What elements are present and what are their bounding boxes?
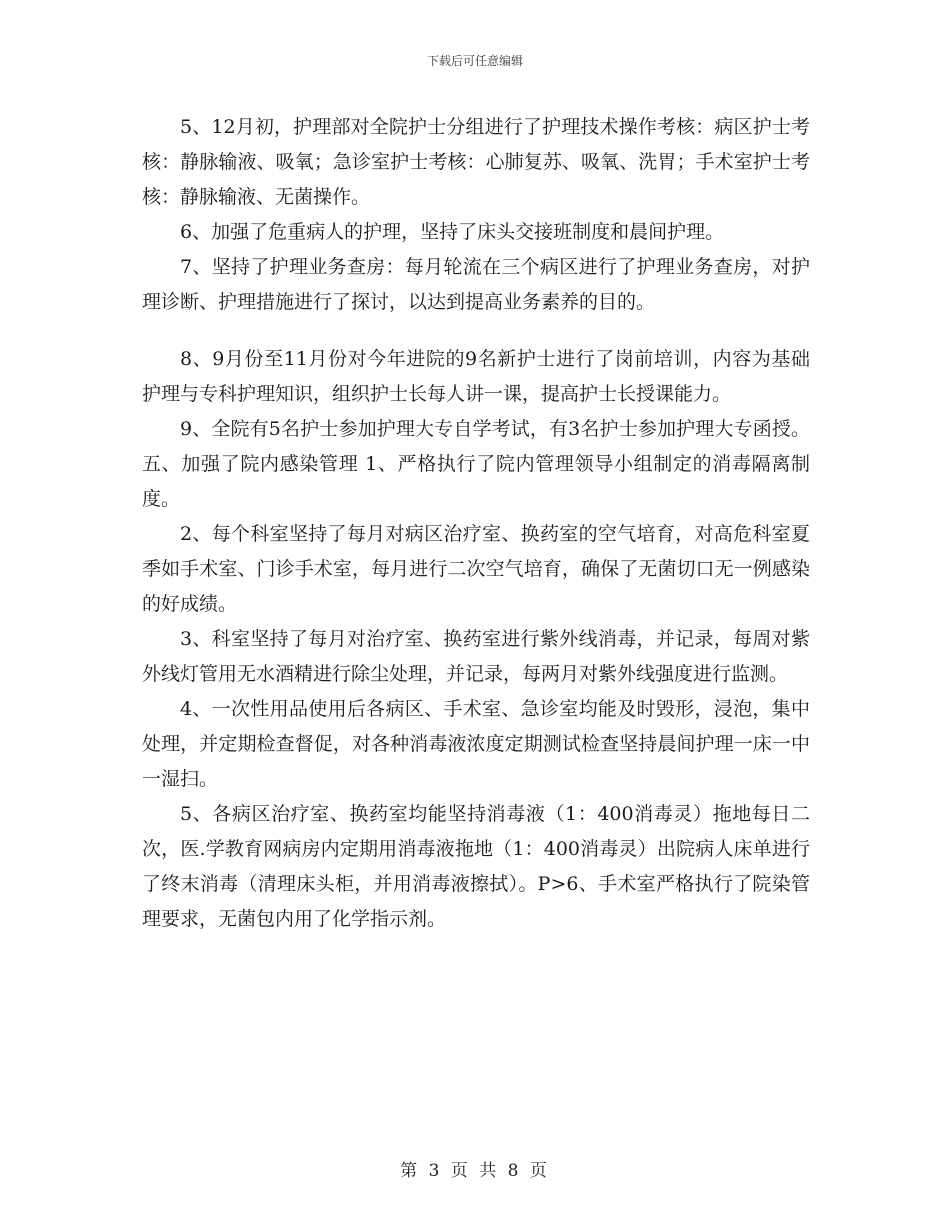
paragraph-infection-5: 5、各病区治疗室、换药室均能坚持消毒液（1：400消毒灵）拖地每日二次，医.学教育网病房内定期用消毒液拖地（1：400消毒灵）出院病人床单进行了终末消毒（清理床头柜，并用消毒液擦拭）。P>6、手术室严格执行了院染管理要求，无菌包内用了化学指示剂。 [142, 803, 810, 930]
paragraph-item-8: 8、9月份至11月份对今年进院的9名新护士进行了岗前培训，内容为基础护理与专科护理知识，组织护士长每人讲一课，提高护士长授课能力。 [142, 348, 810, 405]
paragraph-item-9: 9、全院有5名护士参加护理大专自学考试，有3名护士参加护理大专函授。 五、加强了院内感染管理 1、严格执行了院内管理领导小组制定的消毒隔离制度。 [142, 418, 810, 510]
paragraph-item-6: 6、加强了危重病人的护理，坚持了床头交接班制度和晨间护理。 [180, 221, 725, 243]
page-footer: 第 3 页 共 8 页 [400, 1161, 550, 1181]
paragraph-infection-2: 2、每个科室坚持了每月对病区治疗室、换药室的空气培育，对高危科室夏季如手术室、门诊手术室，每月进行二次空气培育，确保了无菌切口无一例感染的好成绩。 [142, 523, 810, 615]
paragraph-infection-3: 3、科室坚持了每月对治疗室、换药室进行紫外线消毒，并记录，每周对紫外线灯管用无水酒精进行除尘处理，并记录，每两月对紫外线强度进行监测。 [142, 628, 810, 685]
paragraph-item-5: 5、12月初，护理部对全院护士分组进行了护理技术操作考核：病区护士考核：静脉输液、吸氧；急诊室护士考核：心肺复苏、吸氧、洗胃；手术室护士考核：静脉输液、无菌操作。 [142, 116, 810, 208]
document-body [142, 110, 810, 937]
page-header: 下载后可任意编辑 [426, 54, 523, 68]
paragraph-item-7: 7、坚持了护理业务查房：每月轮流在三个病区进行了护理业务查房，对护理诊断、护理措施进行了探讨，以达到提高业务素养的目的。 [142, 256, 810, 313]
paragraph-infection-4: 4、一次性用品使用后各病区、手术室、急诊室均能及时毁形，浸泡，集中处理，并定期检查督促，对各种消毒液浓度定期测试检查坚持晨间护理一床一中一湿扫。 [142, 698, 810, 790]
